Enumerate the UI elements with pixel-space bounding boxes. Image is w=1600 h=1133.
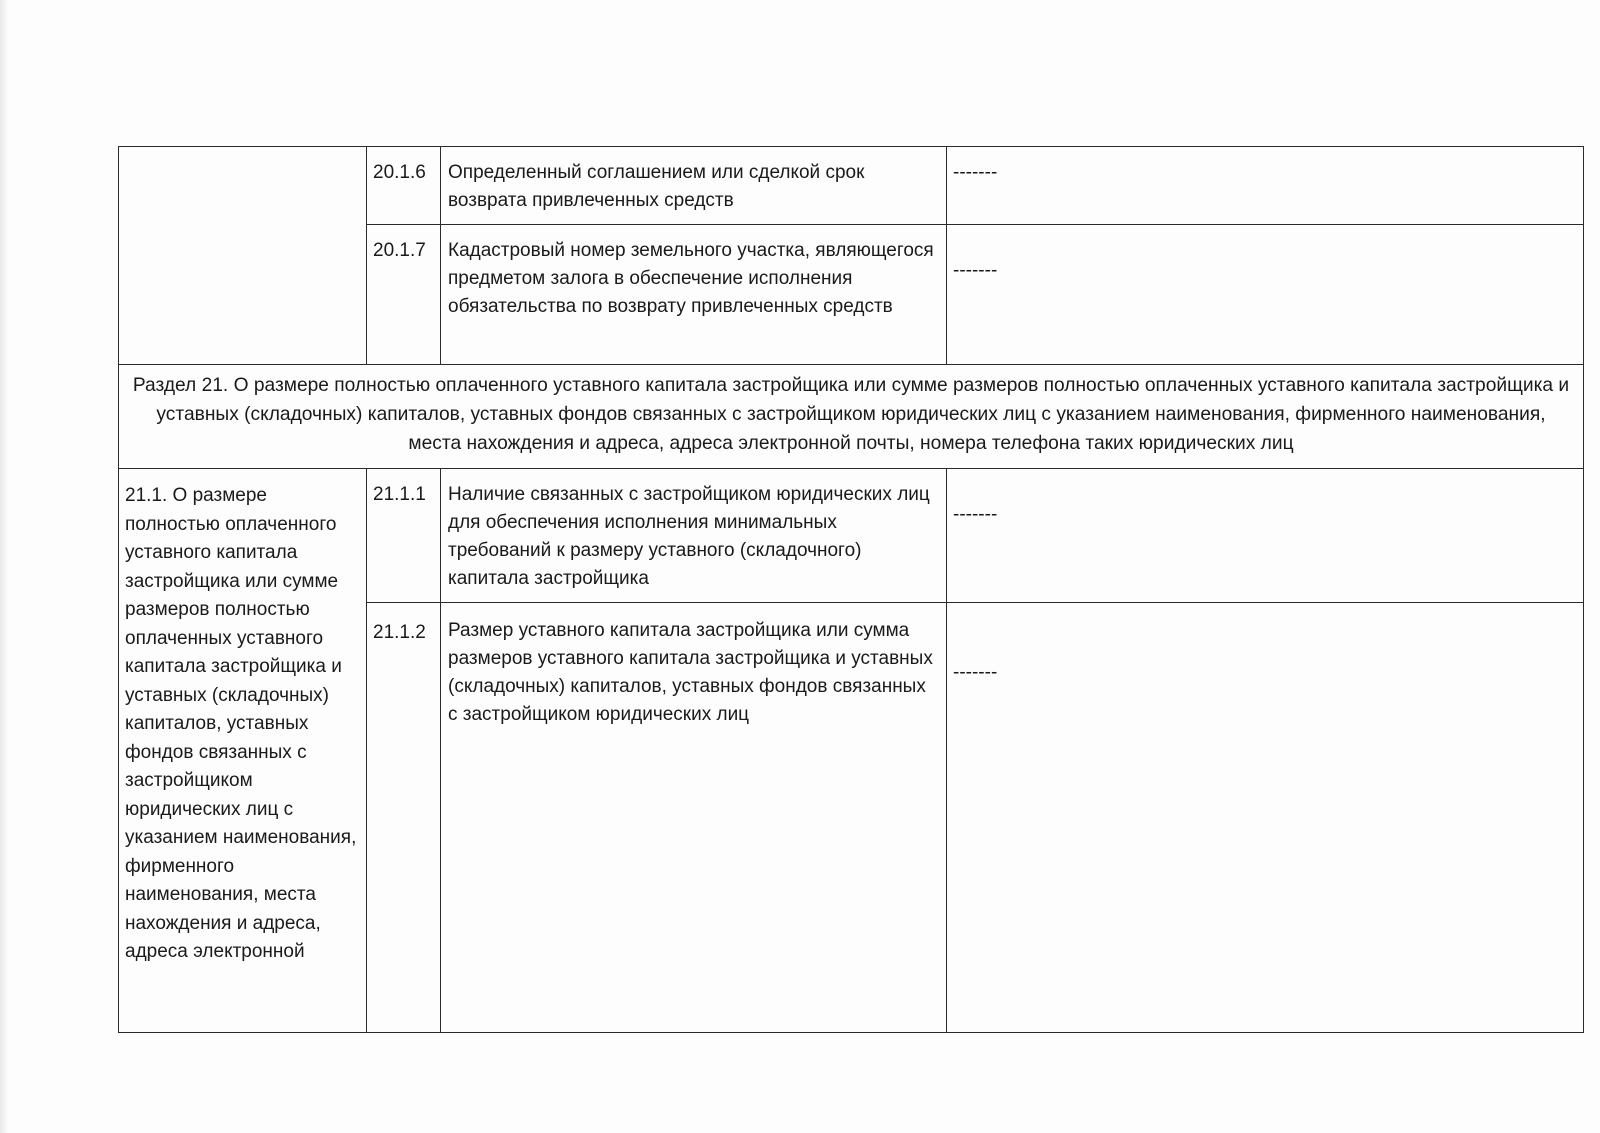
row-label-cell [441,469,947,603]
row-number: 20.1.7 [373,240,426,261]
row-value-cell [947,469,1584,603]
row-value-cell [947,147,1584,225]
row-label: Определенный соглашением или сделкой срок возврата привлеченных средств [448,162,865,211]
table-row [119,147,1584,225]
row-value: ------- [953,662,998,683]
row-label-cell [441,147,947,225]
row-label-cell [441,225,947,365]
row-number-cell [367,469,441,603]
row-number-cell [367,147,441,225]
group-label-cell [119,469,367,1033]
row-number-cell [367,225,441,365]
disclosure-table [118,146,1584,1033]
row-value: ------- [953,260,998,281]
scan-edge-shadow [0,0,8,1133]
table-row [119,469,1584,603]
section-heading-cell [119,365,1584,469]
row-number: 21.1.1 [373,484,426,505]
row-value-cell [947,225,1584,365]
empty-group-cell [119,147,367,365]
row-label-cell [441,603,947,1033]
row-number-cell [367,603,441,1033]
row-value: ------- [953,162,998,183]
group-21-1-label: 21.1. О размере полностью оплаченного уставного капитала застройщика или сумме размеров полностью оплаченных уставного капитала застройщика и уставных (складочных) капиталов, уставных фондов связанных с застройщиком юридических лиц с указанием наименования, фирменного наименования, места нахождения и адреса, адреса электронной [125,485,357,962]
row-number: 20.1.6 [373,162,426,183]
row-label: Кадастровый номер земельного участка, являющегося предметом залога в обеспечение исполнения обязательства по возврату привлеченных средств [448,240,934,317]
section-heading-row [119,365,1584,469]
row-label: Размер уставного капитала застройщика или сумма размеров уставного капитала застройщика и уставных (складочных) капиталов, уставных фондов связанных с застройщиком юридических лиц [448,620,933,725]
row-value: ------- [953,504,998,525]
row-value-cell [947,603,1584,1033]
row-number: 21.1.2 [373,622,426,643]
row-label: Наличие связанных с застройщиком юридических лиц для обеспечения исполнения минимальных требований к размеру уставного (складочного) капитала застройщика [448,484,930,589]
section-21-heading: Раздел 21. О размере полностью оплаченного уставного капитала застройщика или сумме размеров полностью оплаченных уставного капитала застройщика и уставных (складочных) капиталов, уставных фондов связанных с застройщиком юридических лиц с указанием наименования, фирменного наименования, места нахождения и адреса, адреса электронной почты, номера телефона таких юридических лиц [132,375,1570,454]
